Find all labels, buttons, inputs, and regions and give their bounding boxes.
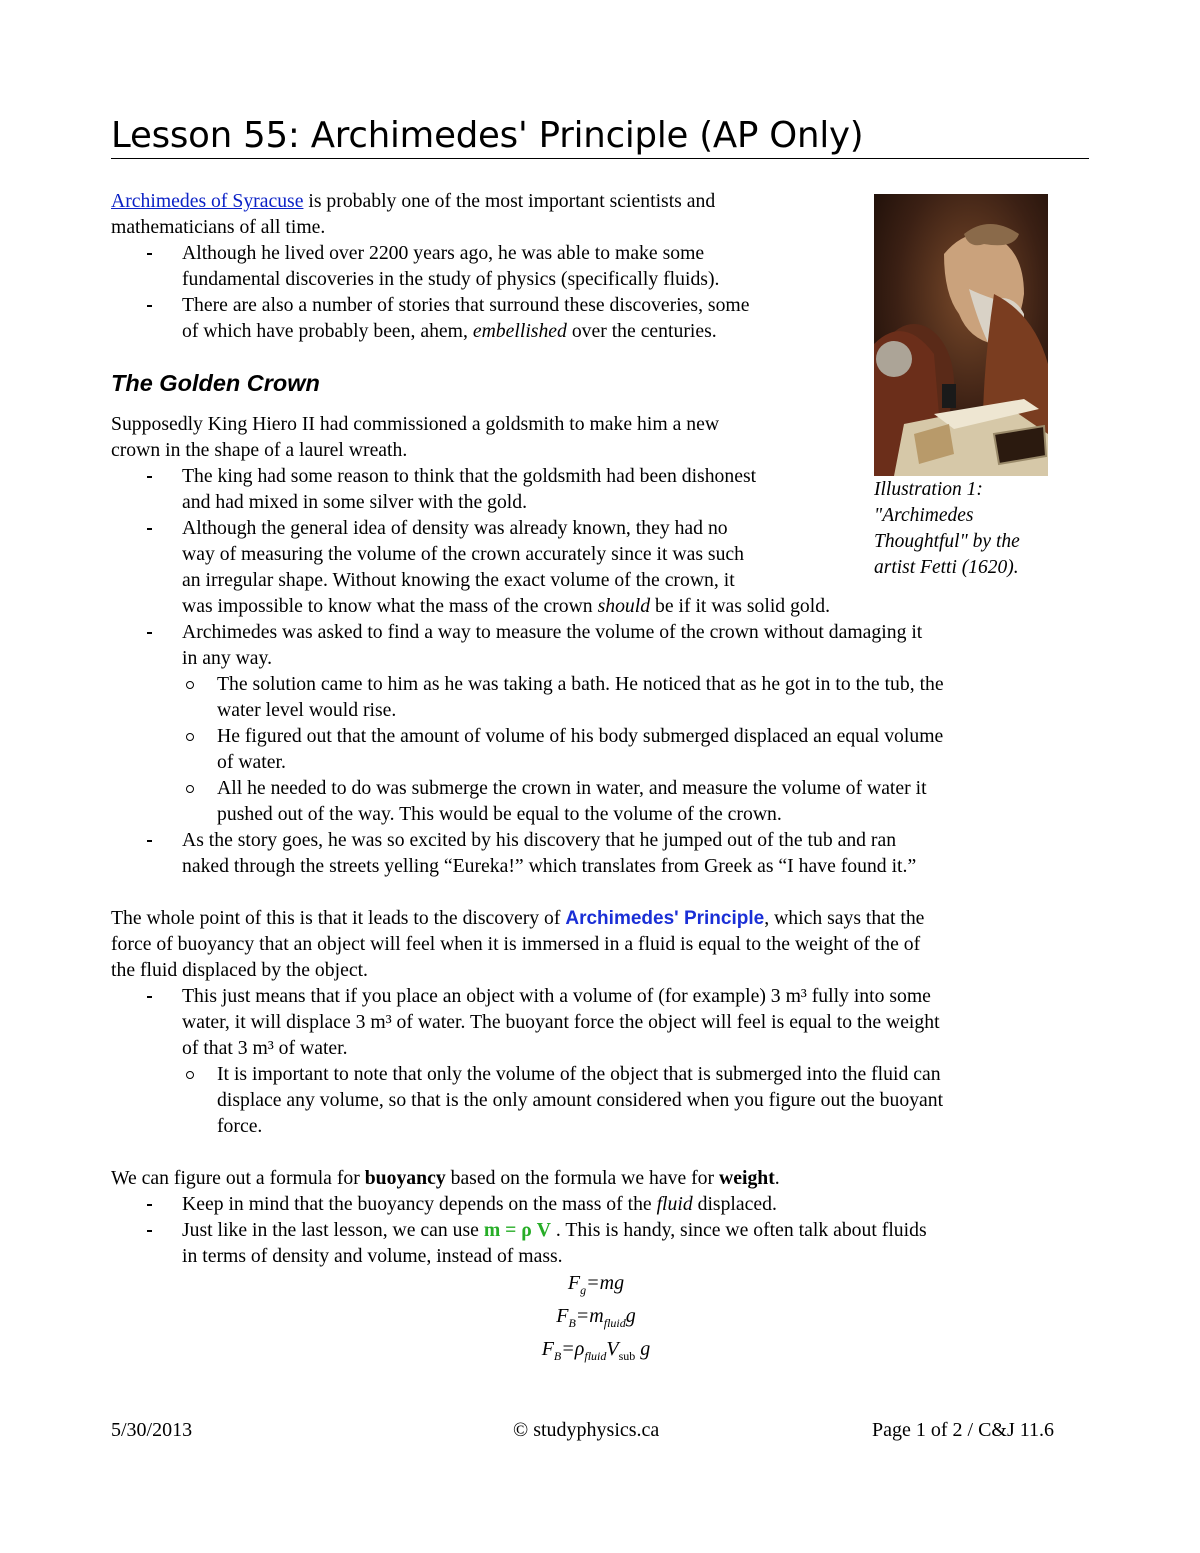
section-para-line-2: crown in the shape of a laurel wreath. bbox=[111, 439, 408, 461]
principle-line-1: The whole point of this is that it leads to the discovery of Archimedes' Principle, which says that the bbox=[111, 907, 925, 929]
bullet-marker bbox=[147, 632, 152, 634]
intro-line-1: Archimedes of Syracuse is probably one of the most important scientists and bbox=[111, 190, 716, 212]
crown-bullet-4-line-2: naked through the streets yelling “Eureka!” which translates from Greek as “I have found it.” bbox=[182, 855, 917, 877]
equation-weight: $F_g=mg$ bbox=[567, 1272, 625, 1297]
formula-bullet-1: Keep in mind that the buoyancy depends on the mass of the fluid displaced. bbox=[182, 1193, 777, 1215]
footer-page-number: Page 1 of 2 / C&J 11.6 bbox=[872, 1419, 1055, 1441]
figure-caption-line-3: Thoughtful" by the bbox=[874, 531, 1020, 552]
title-rule bbox=[111, 158, 1089, 159]
section-heading: The Golden Crown bbox=[111, 370, 320, 396]
crown-sub-3-line-1: All he needed to do was submerge the crown in water, and measure the volume of water it bbox=[217, 777, 927, 799]
principle-bullet-line-2: water, it will displace 3 m³ of water. The buoyant force the object will feel is equal to the weight bbox=[182, 1011, 940, 1033]
archimedes-link[interactable]: Archimedes of Syracuse bbox=[111, 190, 304, 212]
sub-bullet-marker bbox=[186, 681, 194, 689]
principle-line-2: force of buoyancy that an object will feel when it is immersed in a fluid is equal to the weight of the of bbox=[111, 933, 921, 955]
formula-intro-line: We can figure out a formula for buoyancy based on the formula we have for weight. bbox=[111, 1167, 780, 1189]
intro-bullet-1-line-2: fundamental discoveries in the study of physics (specifically fluids). bbox=[182, 268, 720, 290]
bullet-marker bbox=[147, 476, 152, 478]
bullet-marker bbox=[147, 528, 152, 530]
formula-bullet-2-line-1: Just like in the last lesson, we can use m = ρ V . This is handy, since we often talk about fluids bbox=[182, 1219, 927, 1241]
crown-bullet-2-line-2: way of measuring the volume of the crown accurately since it was such bbox=[182, 543, 744, 565]
principle-sub-line-2: displace any volume, so that is the only amount considered when you figure out the buoyant bbox=[217, 1089, 944, 1111]
archimedes-painting bbox=[874, 194, 1048, 476]
density-equation: m = ρ V bbox=[483, 1219, 551, 1241]
sub-bullet-marker bbox=[186, 785, 194, 793]
page-title: Lesson 55: Archimedes' Principle (AP Only) bbox=[111, 115, 864, 156]
intro-bullet-2-line-2: of which have probably been, ahem, embellished over the centuries. bbox=[182, 320, 717, 342]
principle-bullet-line-1: This just means that if you place an object with a volume of (for example) 3 m³ fully into some bbox=[182, 985, 931, 1007]
bullet-marker bbox=[147, 996, 152, 998]
crown-bullet-1-line-2: and had mixed in some silver with the gold. bbox=[182, 491, 528, 513]
footer-copyright: © studyphysics.ca bbox=[513, 1419, 660, 1441]
crown-sub-2-line-1: He figured out that the amount of volume of his body submerged displaced an equal volume bbox=[217, 725, 944, 747]
intro-bullet-1-line-1: Although he lived over 2200 years ago, he was able to make some bbox=[182, 242, 705, 264]
crown-sub-1-line-2: water level would rise. bbox=[217, 699, 397, 721]
principle-bullet-line-3: of that 3 m³ of water. bbox=[182, 1037, 348, 1059]
crown-sub-2-line-2: of water. bbox=[217, 751, 286, 773]
bullet-marker bbox=[147, 840, 152, 842]
crown-sub-3-line-2: pushed out of the way. This would be equal to the volume of the crown. bbox=[217, 803, 782, 825]
intro-line-2: mathematicians of all time. bbox=[111, 216, 326, 238]
formula-bullet-2-line-2: in terms of density and volume, instead of mass. bbox=[182, 1245, 563, 1267]
principle-line-3: the fluid displaced by the object. bbox=[111, 959, 368, 981]
archimedes-painting-image bbox=[874, 194, 1048, 476]
bullet-marker bbox=[147, 1204, 152, 1206]
crown-bullet-3-line-2: in any way. bbox=[182, 647, 273, 669]
sub-bullet-marker bbox=[186, 1071, 194, 1079]
intro-bullet-2-line-1: There are also a number of stories that surround these discoveries, some bbox=[182, 294, 750, 316]
figure-caption-line-1: Illustration 1: bbox=[874, 479, 983, 500]
bullet-marker bbox=[147, 1230, 152, 1232]
principle-sub-line-1: It is important to note that only the volume of the object that is submerged into the fluid can bbox=[217, 1063, 941, 1085]
crown-bullet-1-line-1: The king had some reason to think that the goldsmith had been dishonest bbox=[182, 465, 757, 487]
section-para-line-1: Supposedly King Hiero II had commissioned a goldsmith to make him a new bbox=[111, 413, 720, 435]
sub-bullet-marker bbox=[186, 733, 194, 741]
bullet-marker bbox=[147, 253, 152, 255]
crown-bullet-4-line-1: As the story goes, he was so excited by his discovery that he jumped out of the tub and ran bbox=[182, 829, 897, 851]
bullet-marker bbox=[147, 305, 152, 307]
equation-buoyancy-mass: $F_B=m_{fluid}g$ bbox=[556, 1305, 636, 1330]
principle-sub-line-3: force. bbox=[217, 1115, 263, 1137]
principle-term: Archimedes' Principle bbox=[565, 908, 765, 929]
figure-caption-line-2: "Archimedes bbox=[874, 505, 974, 526]
crown-bullet-2-line-3: an irregular shape. Without knowing the exact volume of the crown, it bbox=[182, 569, 735, 591]
crown-bullet-3-line-1: Archimedes was asked to find a way to measure the volume of the crown without damaging it bbox=[182, 621, 923, 643]
crown-sub-1-line-1: The solution came to him as he was taking a bath. He noticed that as he got in to the tub, the bbox=[217, 673, 944, 695]
figure-caption-line-4: artist Fetti (1620). bbox=[874, 557, 1019, 578]
equation-buoyancy-density: $F_B=\rho_{fluid}V_{sub}$ g bbox=[541, 1338, 651, 1363]
crown-bullet-2-line-1: Although the general idea of density was already known, they had no bbox=[182, 517, 728, 539]
footer-date: 5/30/2013 bbox=[111, 1419, 193, 1441]
crown-bullet-2-line-4: was impossible to know what the mass of the crown should be if it was solid gold. bbox=[182, 595, 830, 617]
